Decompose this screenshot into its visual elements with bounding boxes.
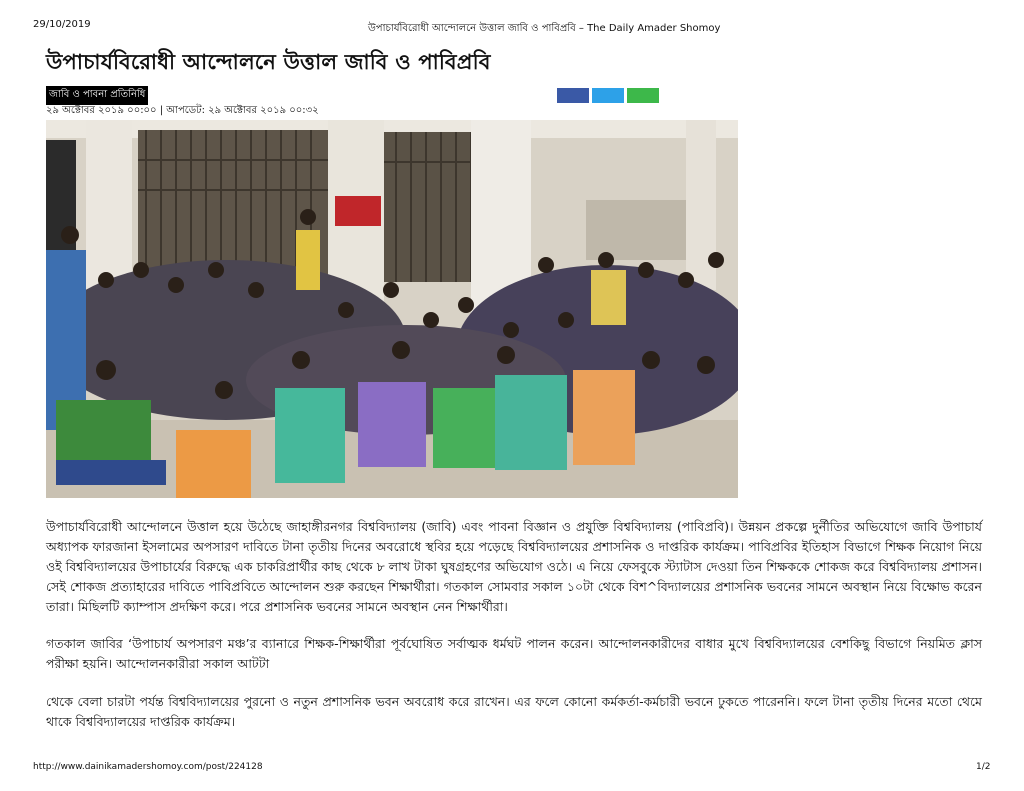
- article-paragraph: উপাচার্যবিরোধী আন্দোলনে উত্তাল হয়ে উঠেছে জাহাঙ্গীরনগর বিশ্ববিদ্যালয় (জাবি) এবং পাবনা বিজ্ঞান ও প্রযুক্তি বিশ্ববিদ্যালয় (পাবিপ্রবি)। উন্নয়ন প্রকল্পে দুর্নীতির অভিযোগে জাবি উপাচার্য অধ্যাপক ফারজানা ইসলামের অপসারণ দাবিতে টানা তৃতীয় দিনের অবরোধে স্থবির হয়ে পড়েছে বিশ্ববিদ্যালয়ের প্রশাসনিক ও দাপ্তরিক কার্যক্রম। পাবিপ্রবির ইতিহাস বিভাগে শিক্ষক নিয়োগ নিয়ে ওই বিশ্ববিদ্যালয়ের উপাচার্যের বিরুদ্ধে এক চাকরিপ্রার্থীর কাছ থেকে ৮ লাখ টাকা ঘুষগ্রহণের অভিযোগ ওঠে। এ নিয়ে ফেসবুকে স্ট্যাটাস দেওয়া তিন শিক্ষককে শোকজ করে বিশ্ববিদ্যালয় প্রশাসন। সেই শোকজ প্রত্যাহারের দাবিতে পাবিপ্রবিতে আন্দোলন শুরু করছেন শিক্ষার্থীরা। গতকাল সোমবার সকাল ১০টা থেকে বিশ^বিদ্যালয়ের প্রশাসনিক ভবনের সামনে অবস্থান নিয়ে বিক্ষোভ করেন তারা। মিছিলটি ক্যাম্পাস প্রদক্ষিণ করে। পরে প্রশাসনিক ভবনের সামনে অবস্থান নেন শিক্ষার্থীরা।: [46, 519, 982, 614]
- share-facebook-button[interactable]: [557, 88, 589, 103]
- print-page-number: 1/2: [976, 762, 991, 772]
- article-photo: [46, 120, 738, 498]
- article-paragraph: থেকে বেলা চারটা পর্যন্ত বিশ্ববিদ্যালয়ের পুরনো ও নতুন প্রশাসনিক ভবন অবরোধ করে রাখেন। এর ফলে কোনো কর্মকর্তা-কর্মচারী ভবনে ঢুকতে পারেননি। ফলে টানা তৃতীয় দিনের মতো থেমে থাকে বিশ্ববিদ্যালয়ের দাপ্তরিক কার্যক্রম।: [46, 694, 982, 729]
- print-footer-url: http://www.dainikamadershomoy.com/post/224128: [33, 762, 263, 772]
- article-paragraph: গতকাল জাবির ‘উপাচার্য অপসারণ মঞ্চ’র ব্যানারে শিক্ষক-শিক্ষার্থীরা পূর্বঘোষিত সর্বাত্মক ধর্মঘট পালন করেন। আন্দোলনকারীদের বাধার মুখে বিশ্ববিদ্যালয়ের বেশকিছু বিভাগে নিয়মিত ক্লাস পরীক্ষা হয়নি। আন্দোলনকারীরা সকাল আটটা: [46, 636, 982, 671]
- protest-photo-illustration: [46, 120, 738, 498]
- print-date: 29/10/2019: [33, 19, 91, 30]
- article-headline: উপাচার্যবিরোধী আন্দোলনে উত্তাল জাবি ও পাবিপ্রবি: [46, 50, 491, 74]
- article-byline: জাবি ও পাবনা প্রতিনিধি: [46, 86, 148, 105]
- print-page-title: উপাচার্যবিরোধী আন্দোলনে উত্তাল জাবি ও পাবিপ্রবি – The Daily Amader Shomoy: [368, 23, 721, 34]
- share-twitter-button[interactable]: [592, 88, 624, 103]
- article-timestamps: ২৯ অক্টোবর ২০১৯ ০০:০০ | আপডেট: ২৯ অক্টোবর ২০১৯ ০০:৩২: [46, 105, 319, 116]
- share-whatsapp-button[interactable]: [627, 88, 659, 103]
